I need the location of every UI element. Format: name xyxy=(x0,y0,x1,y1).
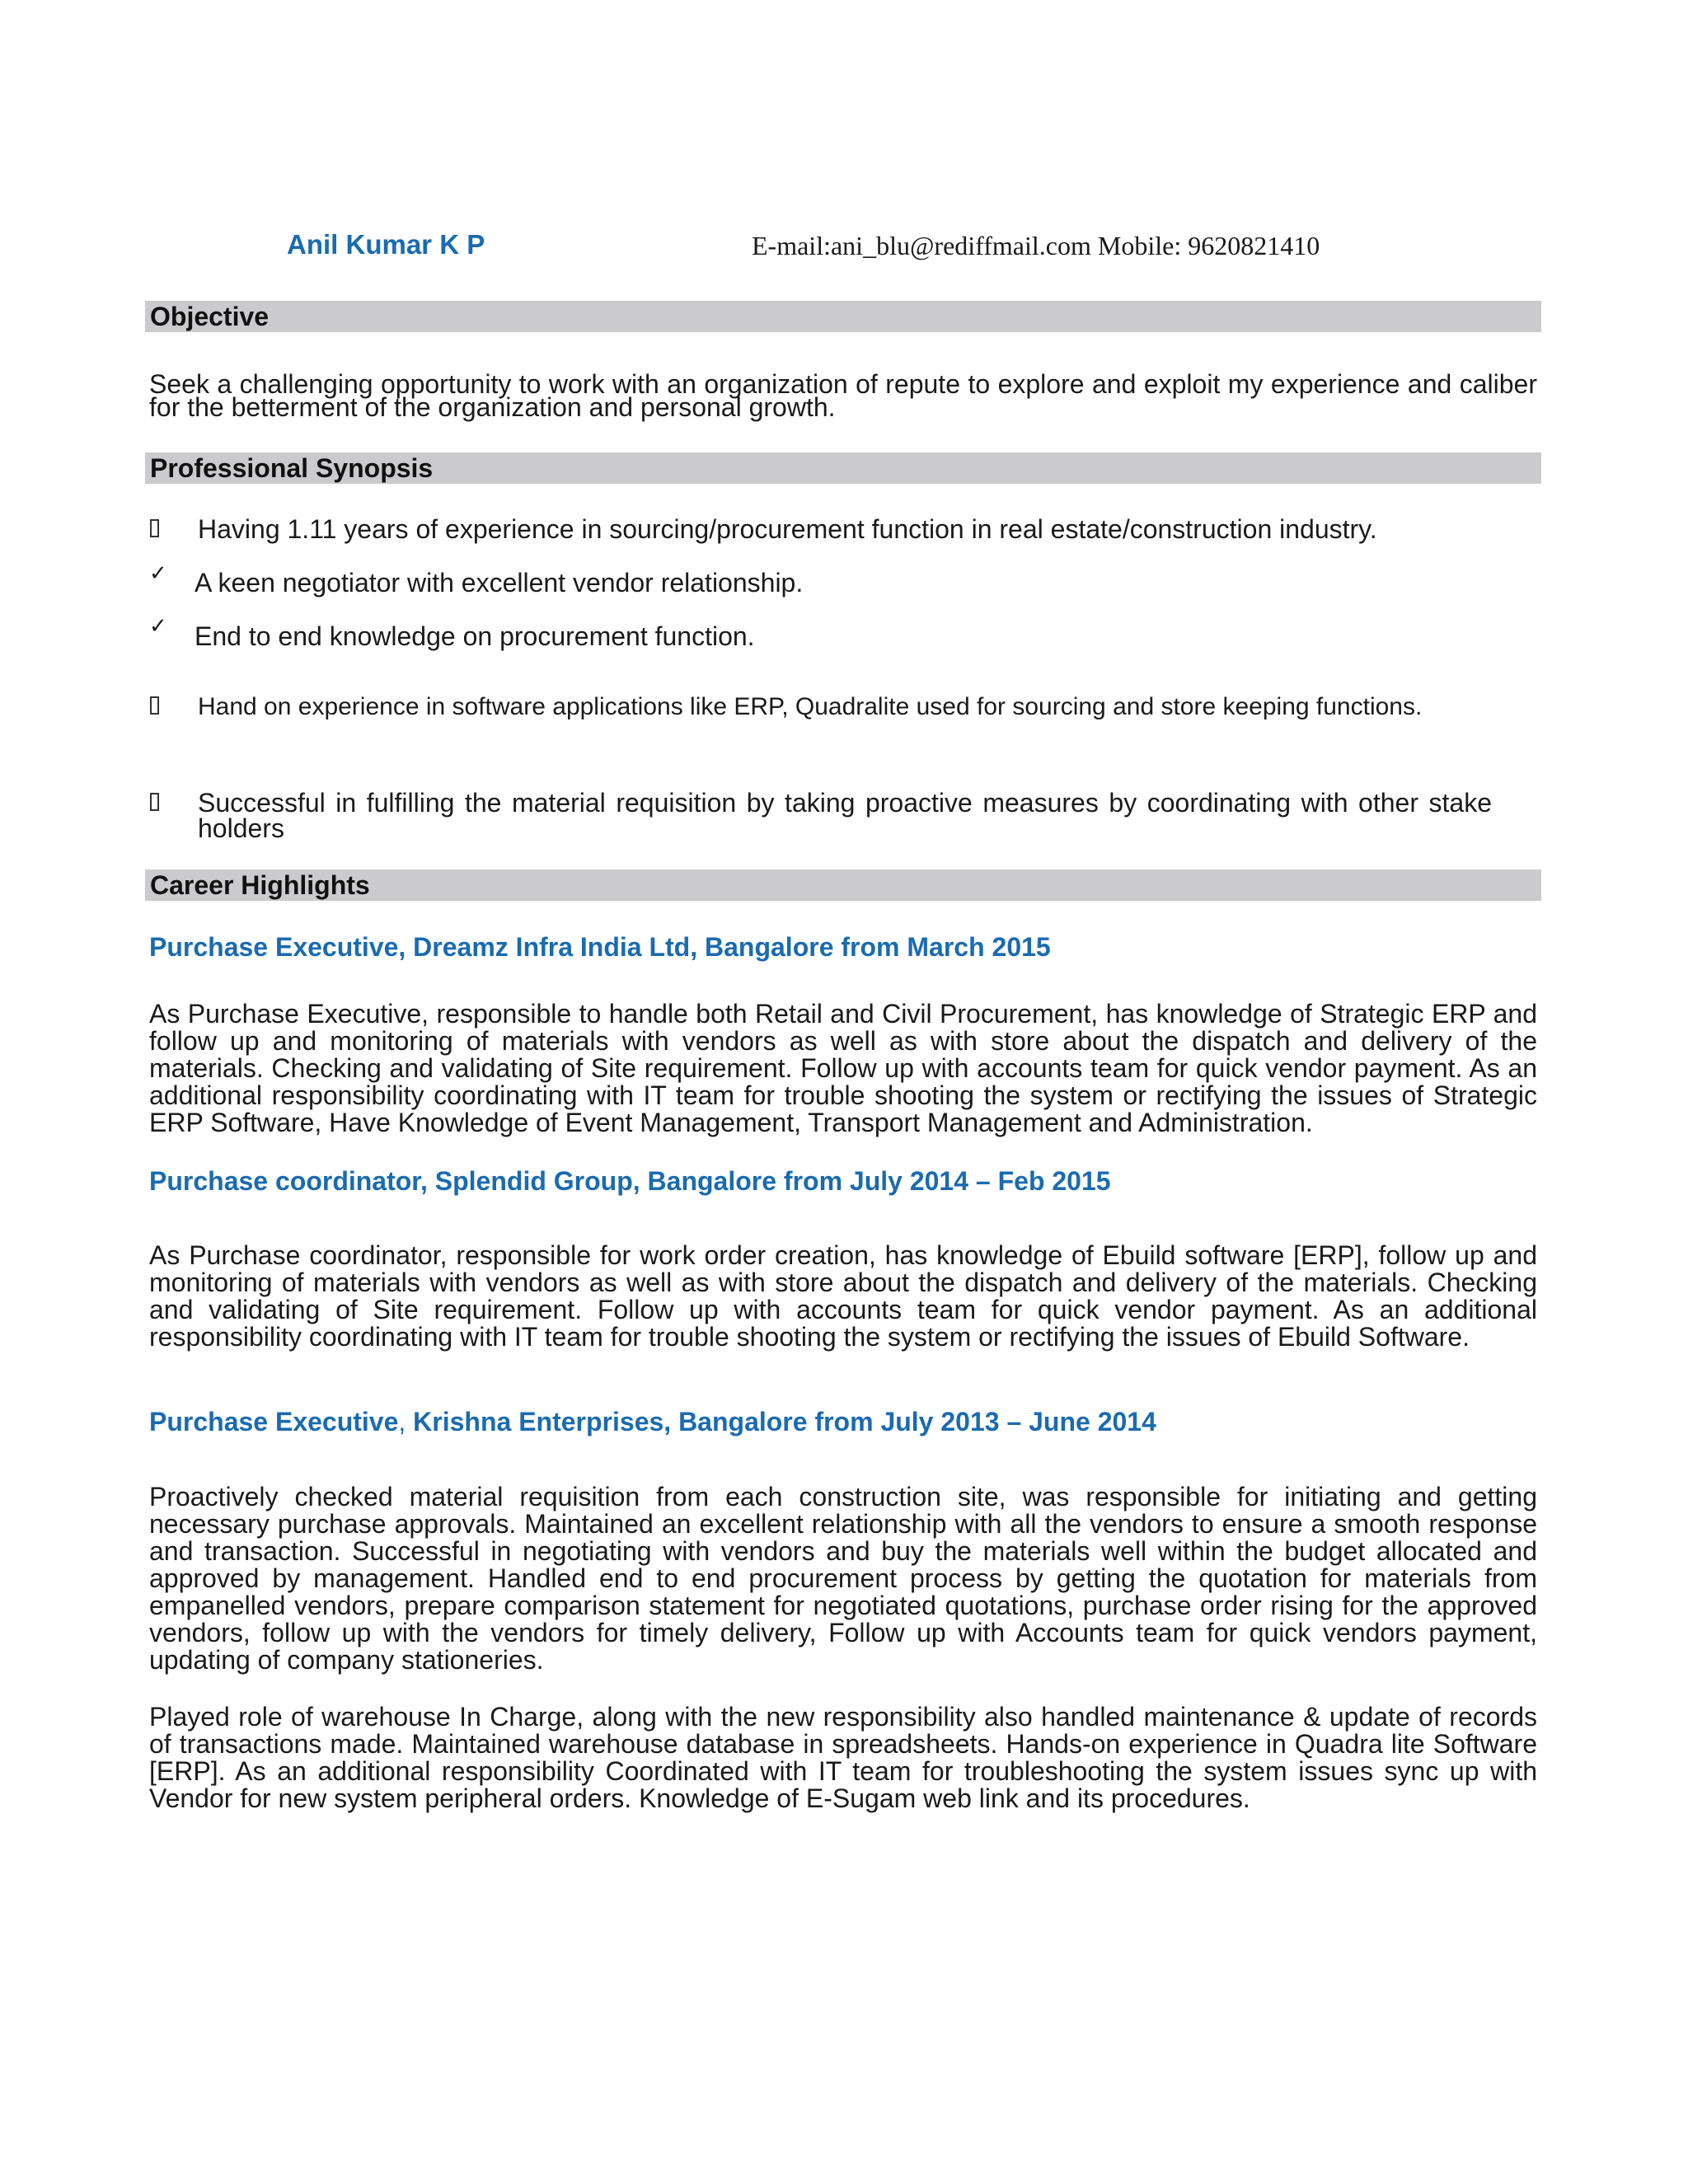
job-title-company: Krishna Enterprises, Bangalore from July 2013 – June 2014 xyxy=(406,1407,1156,1436)
candidate-name: Anil Kumar K P xyxy=(287,229,485,260)
check-icon: ✓ xyxy=(149,613,167,638)
synopsis-item: A keen negotiator with excellent vendor relationship. xyxy=(195,568,804,598)
career-heading: Career Highlights xyxy=(145,869,1541,901)
job-description: Proactively checked material requisition from each construction site, was responsible for initiating and getting necessary purchase approvals. Maintained an excellent relationship with all the vendors to ensure a smooth response and transaction. Successful in negotiating with vendors and buy the materials well within the budget allocated and approved by management. Handled end to end procurement process by getting the quotation for materials from empanelled vendors, prepare comparison statement for negotiated quotations, purchase order rising for the approved vendors, follow up with the vendors for timely delivery, Follow up with Accounts team for quick vendors payment, updating of company stationeries. xyxy=(149,1482,1537,1675)
bullet-box-icon xyxy=(150,793,159,811)
synopsis-item: End to end knowledge on procurement function. xyxy=(195,621,755,651)
objective-heading: Objective xyxy=(145,301,1541,332)
bullet-box-icon xyxy=(150,519,159,537)
check-icon: ✓ xyxy=(149,560,167,585)
job-title-role: Purchase Executive xyxy=(149,1407,399,1436)
bullet-box-icon xyxy=(150,696,159,715)
synopsis-item: Having 1.11 years of experience in sourcing/procurement function in real estate/construction industry. xyxy=(198,514,1377,544)
contact-info: E-mail:ani_blu@rediffmail.com Mobile: 9620821410 xyxy=(752,231,1320,260)
job-title: Purchase Executive, Dreamz Infra India Ltd, Bangalore from March 2015 xyxy=(149,932,1051,962)
synopsis-heading: Professional Synopsis xyxy=(145,452,1541,484)
job-title xyxy=(149,1407,1156,1437)
job-description: As Purchase Executive, responsible to handle both Retail and Civil Procurement, has knowledge of Strategic ERP and follow up and monitoring of materials with vendors as well as with store about the dispatch and delivery of the materials. Checking and validating of Site requirement. Follow up with accounts team for quick vendor payment. As an additional responsibility coordinating with IT team for trouble shooting the system or rectifying the issues of Strategic ERP Software, Have Knowledge of Event Management, Transport Management and Administration. xyxy=(149,999,1537,1137)
job-title-separator: , xyxy=(398,1407,406,1436)
synopsis-item: Successful in fulfilling the material requisition by taking proactive measures by coordinating with other stake holders xyxy=(198,788,1492,843)
job-description-extra: Played role of warehouse In Charge, along with the new responsibility also handled maintenance & update of records of transactions made. Maintained warehouse database in spreadsheets. Hands-on experience in Quadra lite Software [ERP]. As an additional responsibility Coordinated with IT team for troubleshooting the system issues sync up with Vendor for new system peripheral orders. Knowledge of E-Sugam web link and its procedures. xyxy=(149,1702,1537,1813)
synopsis-item: Hand on experience in software applications like ERP, Quadralite used for sourcing and store keeping functions. xyxy=(198,693,1423,720)
objective-text: Seek a challenging opportunity to work with an organization of repute to explore and exploit my experience and caliber for the betterment of the organization and personal growth. xyxy=(149,369,1537,422)
job-description: As Purchase coordinator, responsible for work order creation, has knowledge of Ebuild software [ERP], follow up and monitoring of materials with vendors as well as with store about the dispatch and delivery of the materials. Checking and validating of Site requirement. Follow up with accounts team for quick vendor payment. As an additional responsibility coordinating with IT team for trouble shooting the system or rectifying the issues of Ebuild Software. xyxy=(149,1240,1537,1352)
job-title: Purchase coordinator, Splendid Group, Bangalore from July 2014 – Feb 2015 xyxy=(149,1166,1111,1196)
